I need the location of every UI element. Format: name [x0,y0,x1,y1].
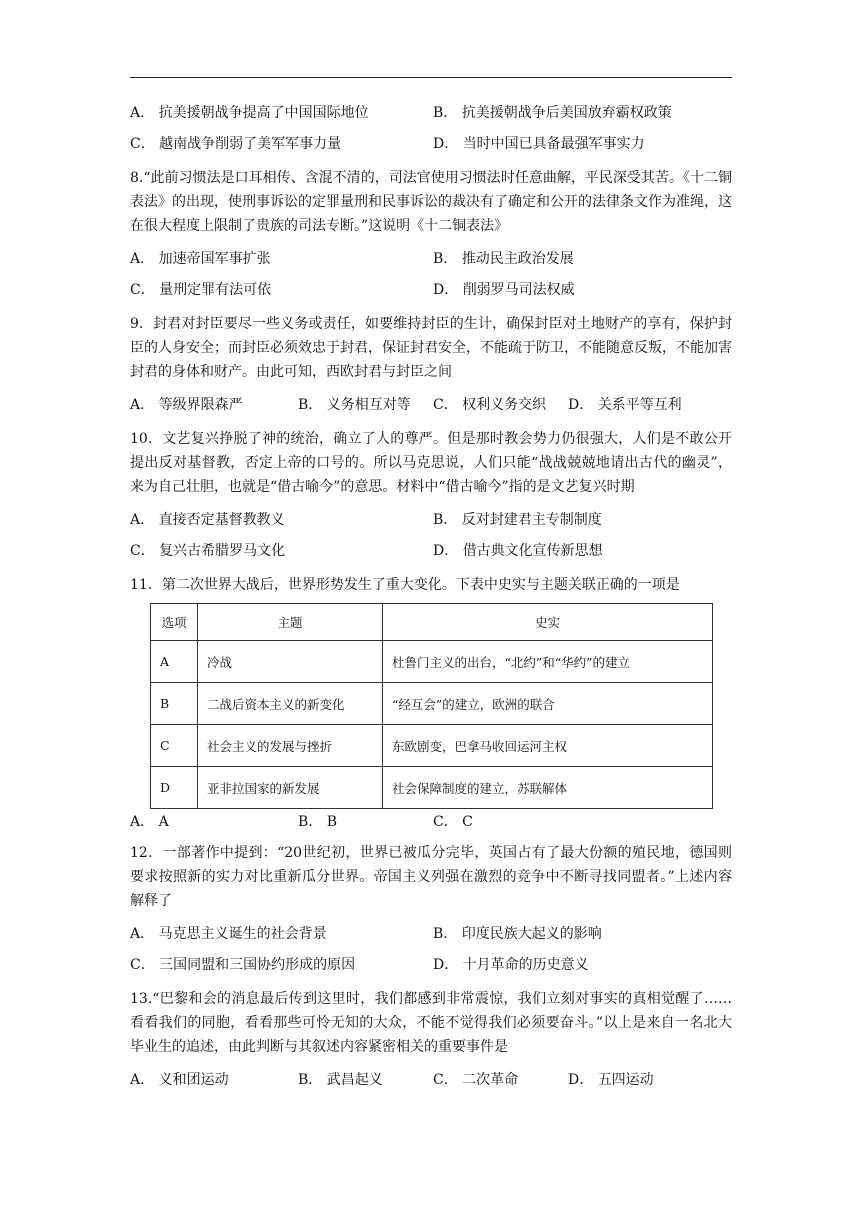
q8-option-c[interactable]: C． 量刑定罪有法可依 [130,282,272,298]
table-cell: 社会保障制度的建立，苏联解体 [383,767,713,809]
q10-option-b[interactable]: B． 反对封建君主专制制度 [433,512,602,528]
q9-option-d[interactable]: D． 关系平等互利 [568,397,682,413]
q11-table [150,603,713,809]
table-cell: “经互会”的建立，欧洲的联合 [383,683,713,725]
exam-page [130,98,732,1096]
q11-option-a[interactable]: A． A [130,814,169,830]
table-row [151,725,713,767]
header-rule [130,77,732,78]
q7-options-row-1 [130,98,732,129]
q10-option-a[interactable]: A． 直接否定基督教教义 [130,512,285,528]
q13-option-d[interactable]: D． 五四运动 [568,1072,654,1088]
q12-option-c[interactable]: C． 三国同盟和三国协约形成的原因 [130,957,356,973]
q12-options-row-1 [130,919,732,950]
q12-option-d[interactable]: D． 十月革命的历史意义 [433,957,589,973]
q12-option-a[interactable]: A． 马克思主义诞生的社会背景 [130,926,327,942]
q12-option-b[interactable]: B． 印度民族大起义的影响 [433,926,602,942]
table-row [151,641,713,683]
table-cell: 亚非拉国家的新发展 [198,767,383,809]
table-header-row [151,604,713,641]
q9-option-c[interactable]: C． 权利义务交织 [433,397,547,413]
q11-option-c[interactable]: C． C [433,814,473,830]
table-cell: 东欧剧变，巴拿马收回运河主权 [383,725,713,767]
q11-option-b[interactable]: B． B [298,814,338,830]
q10-options-row-1 [130,505,732,536]
q9-stem: 9．封君对封臣要尽一些义务或责任，如要维持封臣的生计，确保封臣对土地财产的享有，保护封臣的人身安全；而封臣必须效忠于封君，保证封君安全，不能疏于防卫，不能随意反叛，不能加害封君的身体和财产。由此可知，西欧封君与封臣之间 [130,316,732,380]
q13-options-row [130,1065,732,1096]
table-cell: C [151,725,198,767]
q9-option-b[interactable]: B． 义务相互对等 [298,397,411,413]
q13-option-c[interactable]: C． 二次革命 [433,1072,519,1088]
q8-option-b[interactable]: B． 推动民主政治发展 [433,251,574,267]
q8-options-row-1 [130,244,732,275]
table-cell: B [151,683,198,725]
q9-option-a[interactable]: A． 等级界限森严 [130,397,243,413]
q8-option-d[interactable]: D． 削弱罗马司法权威 [433,282,575,298]
table-cell: D [151,767,198,809]
q13-option-b[interactable]: B． 武昌起义 [298,1072,383,1088]
q10-stem: 10．文艺复兴挣脱了神的统治，确立了人的尊严。但是那时教会势力仍很强大，人们是不敢公开提出反对基督教，否定上帝的口号的。所以马克思说，人们只能“战战兢兢地请出古代的幽灵”，来为自己壮胆，也就是“借古喻今”的意思。材料中“借古喻今”指的是文艺复兴时期 [130,431,732,495]
q9-options-row [130,390,732,421]
table-row [151,683,713,725]
q7-option-c[interactable]: C． 越南战争削弱了美军军事力量 [130,136,342,152]
q10-options-row-2 [130,536,732,567]
q13-stem: 13.“巴黎和会的消息最后传到这里时，我们都感到非常震惊，我们立刻对事实的真相觉醒了……看看我们的同胞，看看那些可怜无知的大众，不能不觉得我们必须要奋斗。”以上是来自一名北大毕业生的追述，由此判断与其叙述内容紧密相关的重要事件是 [130,991,732,1055]
table-cell: A [151,641,198,683]
q10-option-c[interactable]: C． 复兴古希腊罗马文化 [130,543,286,559]
q7-option-d[interactable]: D． 当时中国已具备最强军事实力 [433,136,645,152]
table-cell: 杜鲁门主义的出台，“北约”和“华约”的建立 [383,641,713,683]
table-cell: 社会主义的发展与挫折 [198,725,383,767]
table-cell: 二战后资本主义的新变化 [198,683,383,725]
q8-options-row-2 [130,275,732,306]
table-header-cell: 选项 [151,604,198,641]
table-cell: 冷战 [198,641,383,683]
q10-option-d[interactable]: D． 借古典文化宣传新思想 [433,543,603,559]
q7-option-a[interactable]: A． 抗美援朝战争提高了中国国际地位 [130,105,369,121]
q7-option-b[interactable]: B． 抗美援朝战争后美国放弃霸权政策 [433,105,672,121]
q8-option-a[interactable]: A． 加速帝国军事扩张 [130,251,271,267]
q8-stem: 8.“此前习惯法是口耳相传、含混不清的，司法官使用习惯法时任意曲解，平民深受其苦。《十二铜表法》的出现，使刑事诉讼的定罪量刑和民事诉讼的裁决有了确定和公开的法律条文作为准绳，这在很大程度上限制了贵族的司法专断。”这说明《十二铜表法》 [130,170,732,234]
q13-option-a[interactable]: A． 义和团运动 [130,1072,229,1088]
table-row [151,767,713,809]
table-header-cell: 主题 [198,604,383,641]
q11-stem: 11．第二次世界大战后，世界形势发生了重大变化。下表中史实与主题关联正确的一项是 [130,577,680,593]
q12-options-row-2 [130,950,732,981]
q12-stem: 12．一部著作中提到：“20世纪初，世界已被瓜分完毕，英国占有了最大份额的殖民地，德国则要求按照新的实力对比重新瓜分世界。帝国主义列强在激烈的竞争中不断寻找同盟者。”上述内容解释了 [130,845,732,909]
q7-options-row-2 [130,129,732,160]
table-header-cell: 史实 [383,604,713,641]
q11-options-row [130,809,732,835]
